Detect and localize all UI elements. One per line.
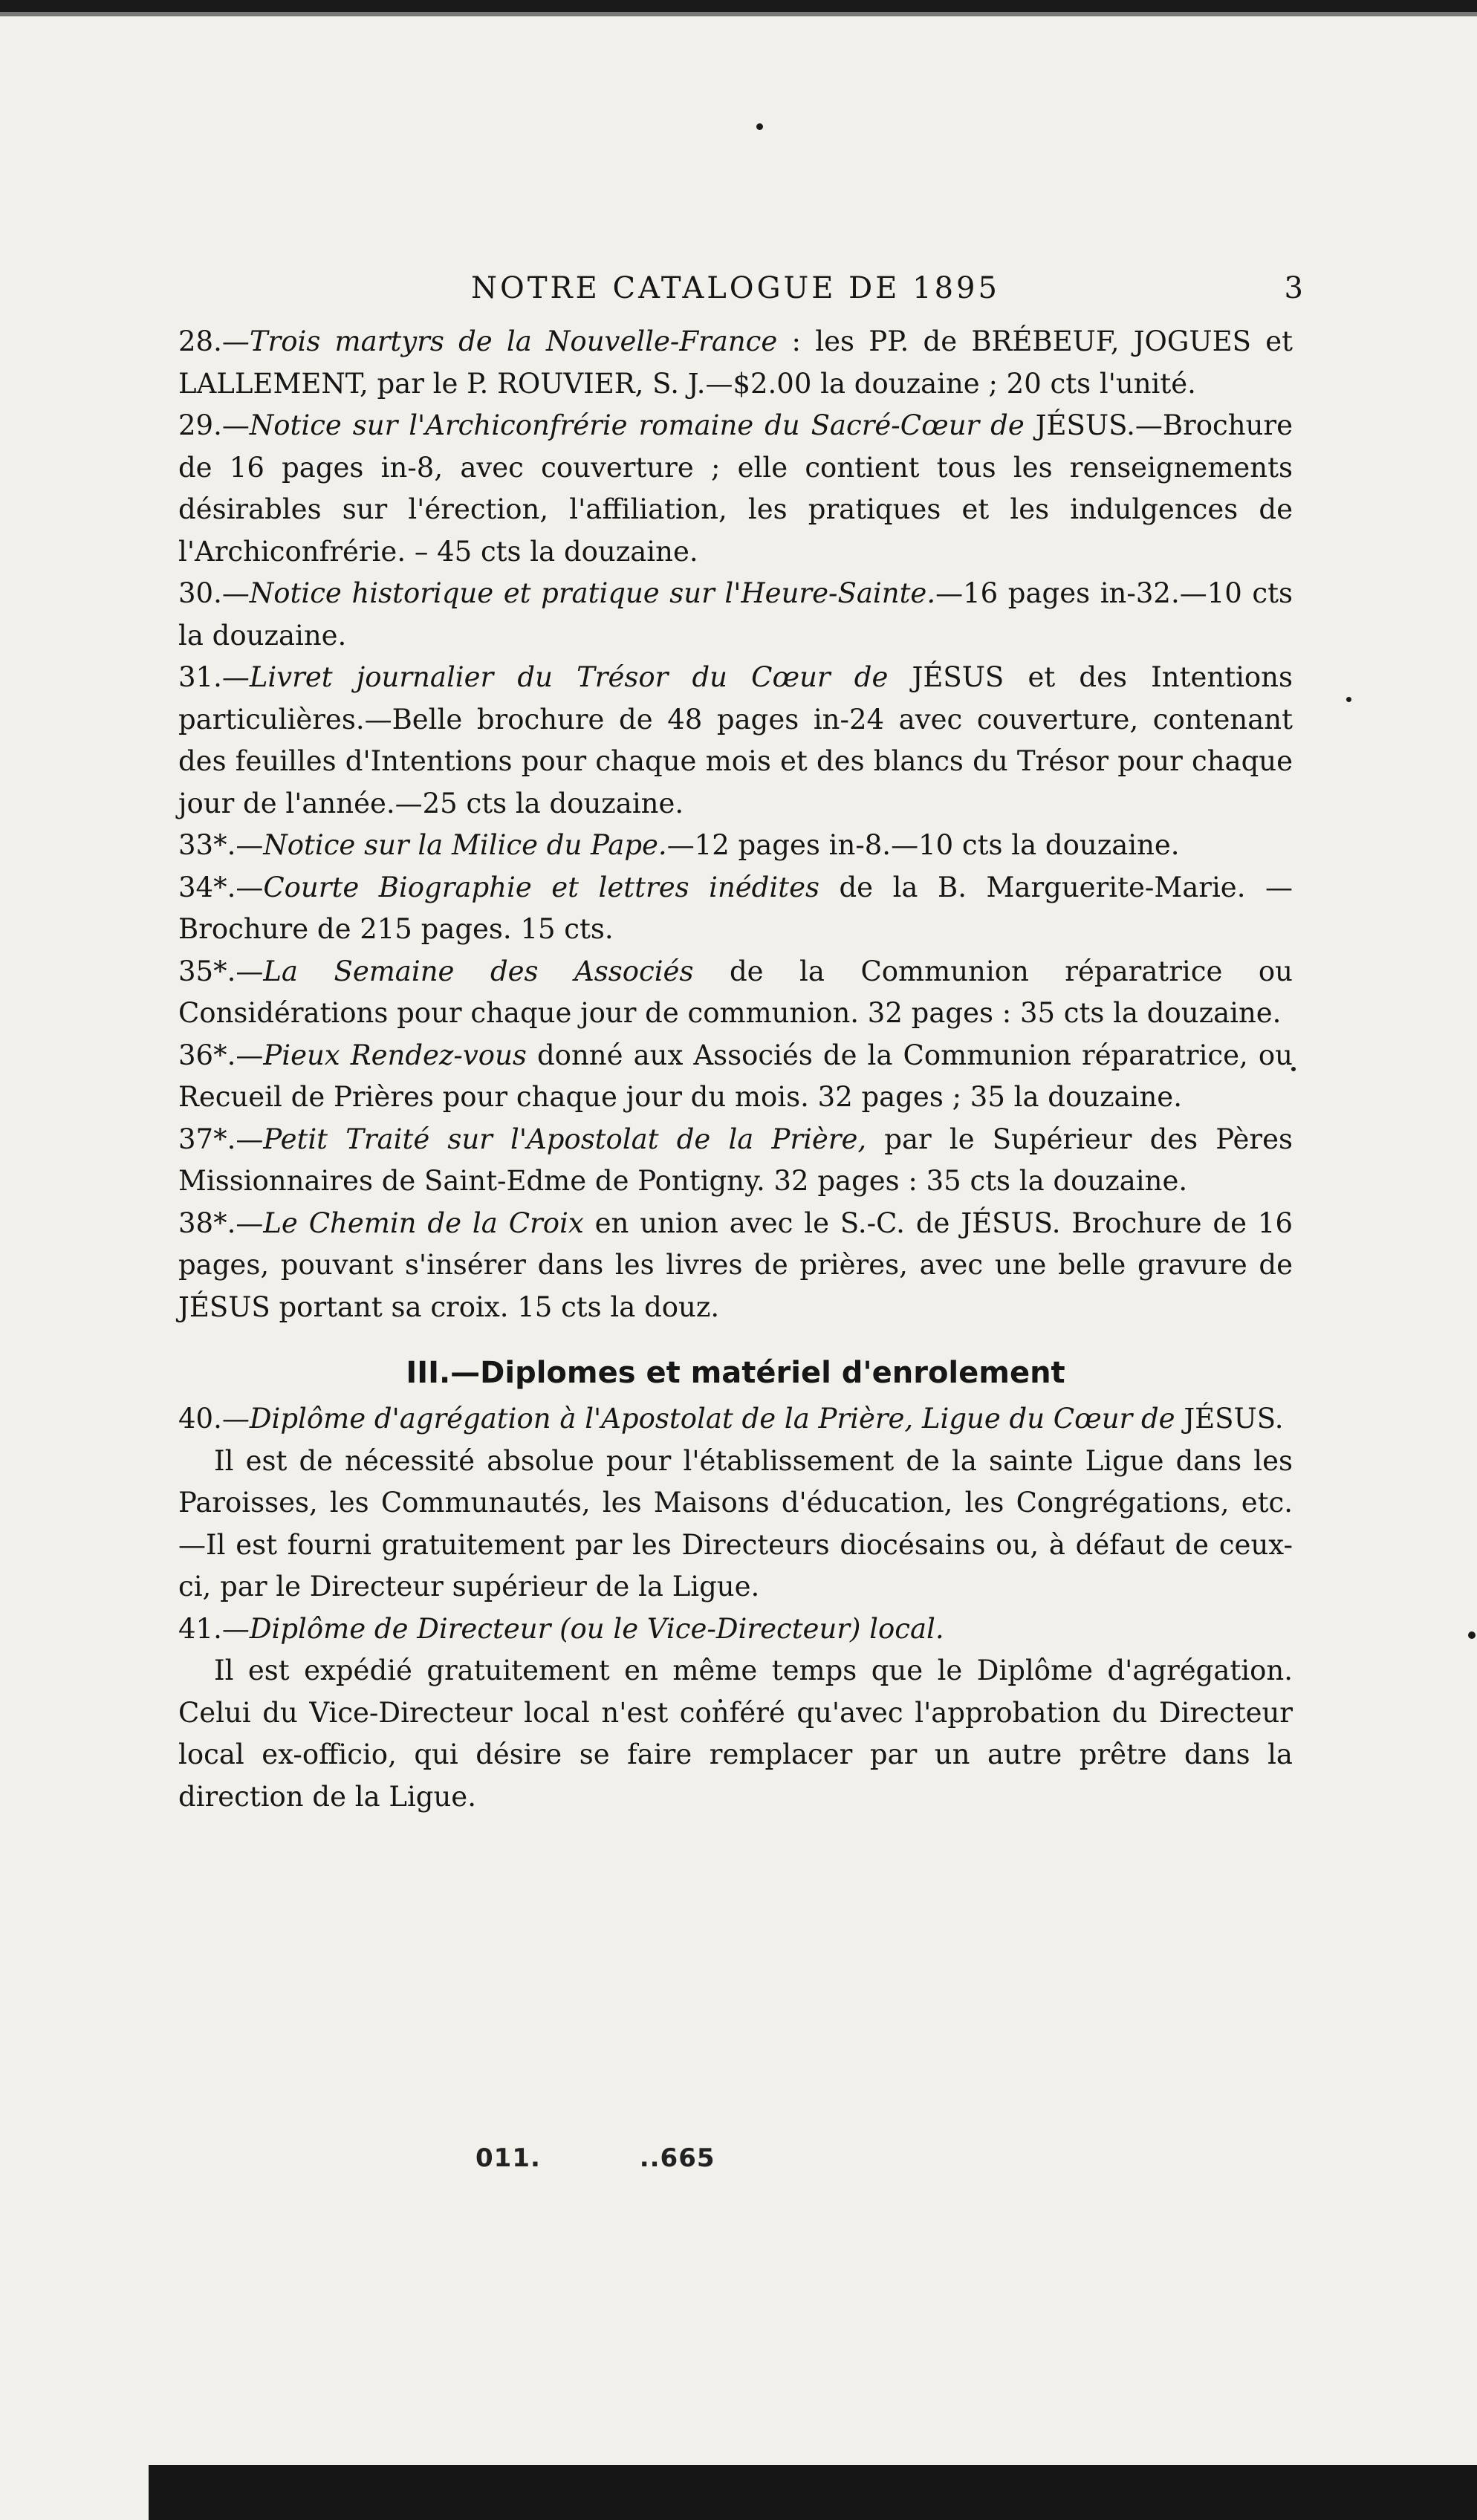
page-number: 3 — [1284, 271, 1303, 305]
top-edge-rule — [0, 0, 1477, 12]
catalogue-entry: 38*.—Le Chemin de la Croix en union avec le S.-C. de JÉSUS. Brochure de 16 pages, pouvant s'insérer dans les livres de prières, avec une belle gravure de JÉSUS portant sa croix. 15 cts la douz. — [178, 1207, 1293, 1323]
catalogue-entry: 30.—Notice historique et pratique sur l'Heure-Sainte.—16 pages in-32.—10 cts la douzaine. — [178, 577, 1293, 652]
catalogue-entry: 28.—Trois martyrs de la Nouvelle-France : les PP. de BRÉBEUF, JOGUES et LALLEMENT, par le P. ROUVIER, S. J.—$2.00 la douzaine ; 20 cts l'unité. — [178, 325, 1293, 400]
catalogue-entry: 40.—Diplôme d'agrégation à l'Apostolat de la Prière, Ligue du Cœur de JÉSUS. — [178, 1403, 1284, 1435]
catalogue-entry: 36*.—Pieux Rendez-vous donné aux Associés de la Communion réparatrice, ou Recueil de Prières pour chaque jour du mois. 32 pages ; 35 la douzaine. — [178, 1039, 1293, 1113]
page-header-title: NOTRE CATALOGUE DE 1895 — [471, 271, 1000, 305]
section-heading: III.—Diplomes et matériel d'enrolement — [406, 1356, 1065, 1390]
catalogue-entries — [178, 321, 1293, 1328]
ink-speck — [1346, 697, 1351, 702]
entry-description: Il est de nécessité absolue pour l'établissement de la sainte Ligue dans les Paroisses, les Communautés, les Maisons d'éducation, les Congrégations, etc.—Il est fourni gratuitement par les Directeurs diocésains ou, à défaut de ceux-ci, par le Directeur supérieur de la Ligue. — [178, 1444, 1293, 1602]
catalogue-entry: 41.—Diplôme de Directeur (ou le Vice-Directeur) local. — [178, 1612, 944, 1645]
catalogue-entry: 34*.—Courte Biographie et lettres inédites de la B. Marguerite-Marie. —Brochure de 215 pages. 15 cts. — [178, 871, 1293, 945]
catalogue-page — [178, 267, 1303, 1818]
running-head — [178, 267, 1303, 321]
catalogue-entry: 33*.—Notice sur la Milice du Pape.—12 pages in-8.—10 cts la douzaine. — [178, 829, 1180, 861]
section-entries — [178, 1398, 1293, 1818]
ink-speck — [756, 123, 763, 130]
catalogue-entry: 37*.—Petit Traité sur l'Apostolat de la Prière, par le Supérieur des Pères Missionnaires de Saint-Edme de Pontigny. 32 pages : 35 cts la douzaine. — [178, 1123, 1293, 1197]
bottom-edge-rule — [149, 2465, 1477, 2520]
catalogue-entry: 29.—Notice sur l'Archiconfrérie romaine du Sacré-Cœur de JÉSUS.—Brochure de 16 pages in-8, avec couverture ; elle contient tous les renseignements désirables sur l'érection, l'affiliation, les pratiques et les indulgences de l'Archiconfrérie. – 45 cts la douzaine. — [178, 409, 1293, 568]
ink-speck — [1468, 1631, 1476, 1639]
footer-printer-marks: 011. ..665 — [475, 2143, 715, 2173]
entry-description: Il est expédié gratuitement en même temps que le Diplôme d'agrégation. Celui du Vice-Directeur local n'est conféré qu'avec l'approbation du Directeur local ex-officio, qui désire se faire remplacer par un autre prêtre dans la direction de la Ligue. — [178, 1654, 1293, 1813]
catalogue-entry: 35*.—La Semaine des Associés de la Communion réparatrice ou Considérations pour chaque jour de communion. 32 pages : 35 cts la douzaine. — [178, 955, 1293, 1029]
catalogue-entry: 31.—Livret journalier du Trésor du Cœur de JÉSUS et des Intentions particulières.—Belle brochure de 48 pages in-24 avec couverture, contenant des feuilles d'Intentions pour chaque mois et des blancs du Trésor pour chaque jour de l'année.—25 cts la douzaine. — [178, 661, 1293, 819]
